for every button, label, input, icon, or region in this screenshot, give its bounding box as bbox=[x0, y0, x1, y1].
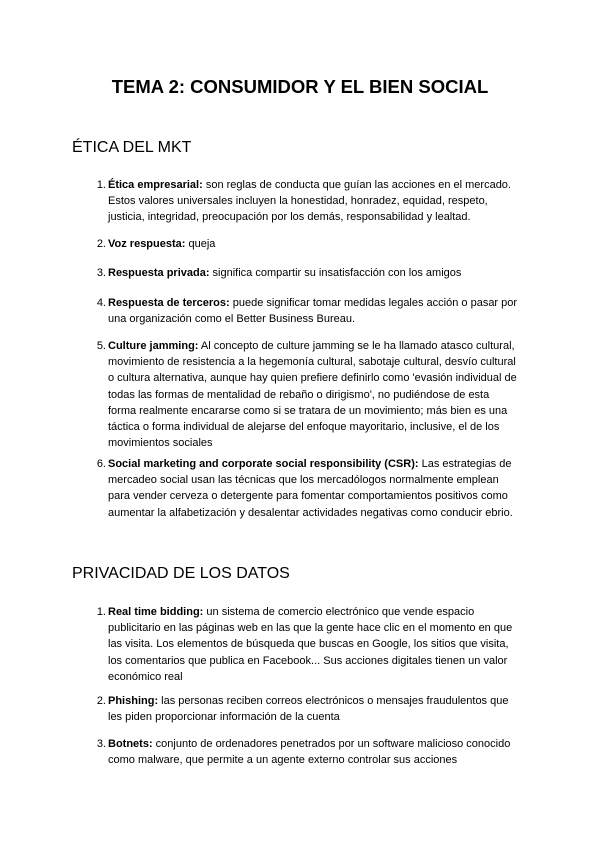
list-number: 6. bbox=[96, 458, 106, 470]
list-item bbox=[88, 456, 520, 521]
list-number: 5. bbox=[96, 340, 106, 352]
list-item bbox=[88, 236, 520, 252]
list-number: 2. bbox=[96, 695, 106, 707]
list-number: 4. bbox=[96, 297, 106, 309]
list-number: 3. bbox=[96, 267, 106, 279]
item-term: Botnets: bbox=[108, 738, 153, 750]
item-term: Social marketing and corporate social responsibility (CSR): bbox=[108, 458, 419, 470]
list-item bbox=[88, 177, 520, 226]
item-term: Ética empresarial: bbox=[108, 179, 203, 191]
item-term: Respuesta privada: bbox=[108, 267, 210, 279]
document-title: TEMA 2: CONSUMIDOR Y EL BIEN SOCIAL bbox=[111, 76, 489, 97]
list-item bbox=[88, 693, 520, 725]
item-text: Las estrategias de mercadeo social usan las técnicas que los mercadólogos normalmente emplean para vender cerveza o detergente para fomentar comportamientos positivos como aumentar la alfabetización y desalentar actividades negativas como conducir ebrio. bbox=[108, 458, 513, 519]
list-number: 3. bbox=[96, 738, 106, 750]
item-text: significa compartir su insatisfacción con los amigos bbox=[209, 267, 462, 279]
list-item bbox=[88, 604, 520, 685]
item-text: las personas reciben correos electrónicos o mensajes fraudulentos que les piden proporcionar información de la cuenta bbox=[108, 695, 509, 724]
list-number: 2. bbox=[96, 238, 106, 250]
item-text: queja bbox=[185, 238, 216, 250]
list-item bbox=[88, 265, 520, 281]
item-text: Al concepto de culture jamming se le ha llamado atasco cultural, movimiento de resistencia a la hegemonía cultural, sabotaje cultural, desvío cultural o cultura alternativa, aunque hay quien prefiere definirlo como 'evasión individual de todas las formas de mentalidad de rebaño o dirigismo', no pudiéndose de esta forma realmente encararse como si se tratara de un movimiento; más bien es una táctica o forma individual de alejarse del enfoque mayoritario, inclusive, el de los movimientos sociales bbox=[108, 340, 517, 450]
list-item bbox=[88, 736, 520, 768]
item-text: son reglas de conducta que guían las acciones en el mercado. Estos valores universales incluyen la honestidad, honradez, equidad, respeto, justicia, integridad, preocupación por los demás, responsabilidad y lealtad. bbox=[108, 179, 511, 224]
list-number: 1. bbox=[96, 606, 106, 618]
item-text: un sistema de comercio electrónico que vende espacio publicitario en las páginas web en las que la gente hace clic en el momento en que las visita. Los elementos de búsqueda que buscas en Google, los sitios que visita, los comentarios que publica en Facebook... Sus acciones digitales tienen un valor económico real bbox=[108, 606, 513, 683]
item-text: puede significar tomar medidas legales acción o pasar por una organización como el Better Business Bureau. bbox=[108, 297, 518, 326]
item-term: Real time bidding: bbox=[108, 606, 204, 618]
list-item bbox=[88, 295, 520, 327]
item-text: conjunto de ordenadores penetrados por un software malicioso conocido como malware, que permite a un agente externo controlar sus acciones bbox=[108, 738, 511, 767]
section-heading-etica: ÉTICA DEL MKT bbox=[72, 139, 192, 156]
list-number: 1. bbox=[96, 179, 106, 191]
item-term: Culture jamming: bbox=[108, 340, 199, 352]
item-term: Phishing: bbox=[108, 695, 159, 707]
section-heading-privacidad: PRIVACIDAD DE LOS DATOS bbox=[72, 565, 290, 582]
item-term: Respuesta de terceros: bbox=[108, 297, 230, 309]
item-term: Voz respuesta: bbox=[108, 238, 186, 250]
list-item bbox=[88, 338, 520, 451]
